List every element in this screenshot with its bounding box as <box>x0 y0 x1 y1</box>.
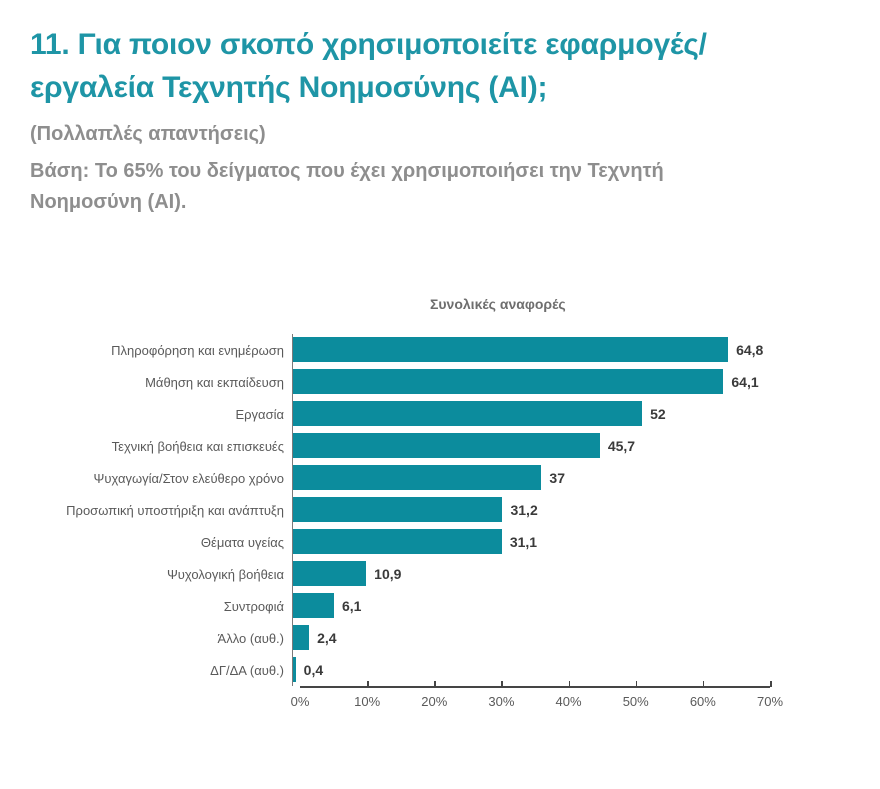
bar <box>293 369 723 394</box>
x-tick-label: 40% <box>555 694 582 709</box>
x-axis-labels <box>290 694 784 714</box>
bar-track <box>292 654 762 686</box>
chart-title: Συνολικές αναφορές <box>430 296 566 312</box>
chart-row <box>30 654 770 686</box>
page-title-line2: εργαλεία Τεχνητής Νοημοσύνης (AI); <box>30 70 548 104</box>
category-label: Θέματα υγείας <box>200 534 284 550</box>
bar-track <box>292 462 762 494</box>
bar-track <box>292 398 762 430</box>
value-label: 64,8 <box>736 342 764 358</box>
chart-row <box>30 366 770 398</box>
bar <box>293 401 642 426</box>
bar <box>293 561 366 586</box>
base-note: Βάση: Το 65% του δείγματος που έχει χρησιμοποιήσει την Τεχνητή Νοημοσύνη (AI). <box>30 160 664 214</box>
x-axis-tick <box>569 681 571 687</box>
bar-track <box>292 494 762 526</box>
chart-row <box>30 590 770 622</box>
page-title-line1: 11. Για ποιον σκοπό χρησιμοποιείτε εφαρμογές/ <box>30 28 707 61</box>
x-axis-tick <box>770 681 772 687</box>
x-axis-tick <box>501 681 503 687</box>
value-label: 31,1 <box>509 534 538 550</box>
category-label: Εργασία <box>235 406 284 422</box>
value-label: 45,7 <box>607 438 636 454</box>
bar <box>293 465 541 490</box>
chart-rows <box>30 334 770 686</box>
bar <box>293 593 334 618</box>
x-tick-label: 20% <box>421 694 448 709</box>
subtitle-multiple-answers: (Πολλαπλές απαντήσεις) <box>30 123 266 146</box>
x-tick-label: 50% <box>622 694 649 709</box>
x-axis-tick <box>636 681 638 687</box>
chart-row <box>30 462 770 494</box>
x-axis-tick <box>367 681 369 687</box>
x-tick-label: 60% <box>689 694 716 709</box>
value-label: 2,4 <box>317 630 337 646</box>
bar <box>293 529 502 554</box>
value-label: 0,4 <box>303 662 324 678</box>
category-label: Προσωπική υποστήριξη και ανάπτυξη <box>66 502 284 518</box>
x-axis-tick <box>703 681 705 687</box>
bar <box>293 337 728 362</box>
x-tick-label: 30% <box>488 694 515 709</box>
category-label: Ψυχαγωγία/Στον ελεύθερο χρόνο <box>93 470 284 486</box>
x-tick-label: 70% <box>756 694 784 709</box>
category-label: Μάθηση και εκπαίδευση <box>145 374 284 390</box>
x-axis-tick <box>434 681 436 687</box>
bar-track <box>292 590 762 622</box>
chart-row <box>30 430 770 462</box>
bar-track <box>292 558 762 590</box>
bar <box>293 433 600 458</box>
value-label: 31,2 <box>510 502 538 518</box>
x-tick-label: 10% <box>354 694 381 709</box>
category-label: Συντροφιά <box>223 598 284 614</box>
bar <box>293 657 296 682</box>
chart-row <box>30 526 770 558</box>
chart-row <box>30 334 770 366</box>
category-label: Άλλο (αυθ.) <box>217 630 284 646</box>
category-label: Ψυχολογική βοήθεια <box>166 566 284 582</box>
x-axis-line <box>300 686 770 688</box>
category-label: ΔΓ/ΔΑ (αυθ.) <box>210 662 284 678</box>
bar-track <box>292 430 762 462</box>
chart-row <box>30 398 770 430</box>
value-label: 10,9 <box>374 566 402 582</box>
value-label: 64,1 <box>731 374 759 390</box>
category-label: Τεχνική βοήθεια και επισκευές <box>111 438 284 454</box>
chart-row <box>30 622 770 654</box>
bar-track <box>292 334 762 366</box>
chart-row <box>30 558 770 590</box>
x-tick-label: 0% <box>290 694 310 709</box>
chart-row <box>30 494 770 526</box>
bar-track <box>292 622 762 654</box>
bar-track <box>292 526 762 558</box>
category-label: Πληροφόρηση και ενημέρωση <box>111 342 284 358</box>
value-label: 52 <box>650 406 666 422</box>
bar <box>293 625 309 650</box>
bar <box>293 497 502 522</box>
page-header <box>30 24 830 218</box>
value-label: 37 <box>549 470 565 486</box>
value-label: 6,1 <box>341 598 362 614</box>
bar-track <box>292 366 762 398</box>
bar-chart <box>30 296 840 714</box>
page-title <box>30 24 830 109</box>
